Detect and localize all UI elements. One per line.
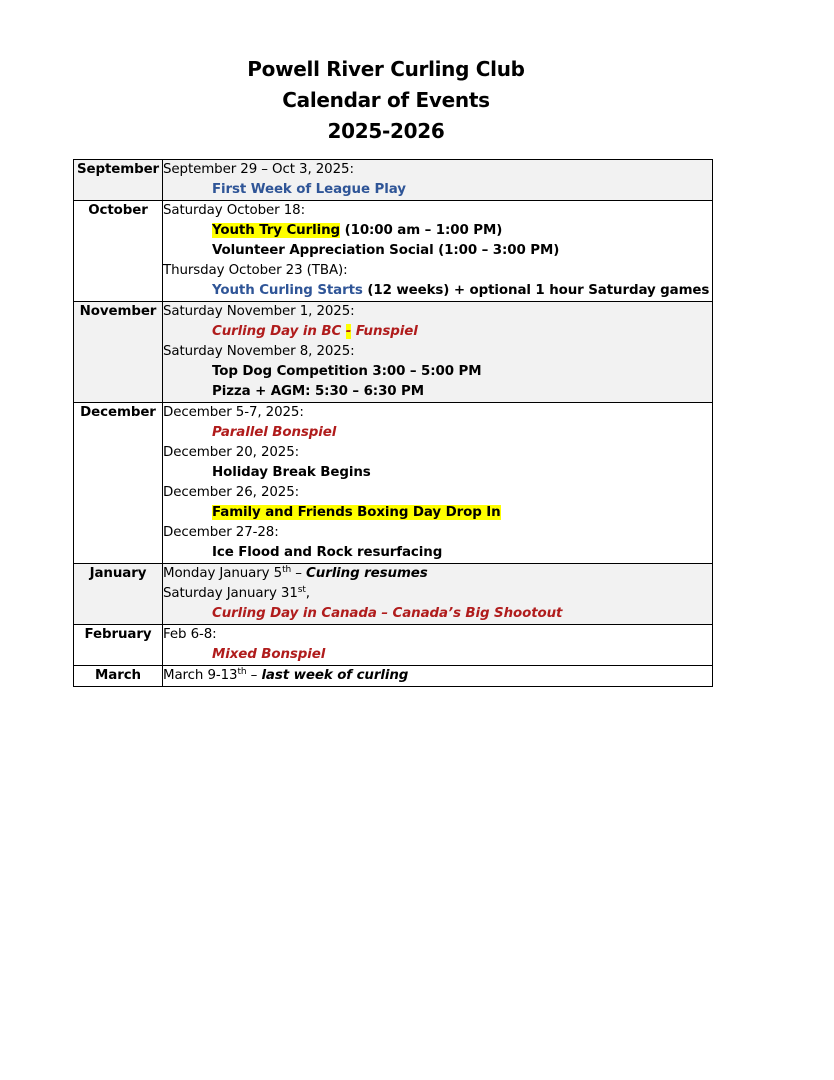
ordinal-suffix: th xyxy=(282,565,292,575)
ordinal-suffix: th xyxy=(237,667,247,677)
table-row-march xyxy=(74,666,713,687)
event-date: Saturday November 8, 2025: xyxy=(163,344,355,359)
event-date: December 5-7, 2025: xyxy=(163,405,304,420)
events-cell xyxy=(163,160,713,201)
title-season: 2025-2026 xyxy=(327,119,445,143)
event-date: December 20, 2025: xyxy=(163,445,300,460)
ordinal-suffix: st xyxy=(297,585,306,595)
month-cell: September xyxy=(74,160,163,201)
event-detail: (12 weeks) + optional 1 hour Saturday games xyxy=(362,283,710,298)
date-text: Saturday January 31 xyxy=(163,586,298,601)
event-item xyxy=(163,281,712,301)
event-item: Top Dog Competition 3:00 – 5:00 PM xyxy=(212,364,482,379)
dash: – xyxy=(246,668,262,683)
event-item: Holiday Break Begins xyxy=(212,465,371,480)
events-cell xyxy=(163,666,713,687)
event-date xyxy=(163,564,712,584)
events-cell xyxy=(163,403,713,564)
table-row-september xyxy=(74,160,713,201)
month-cell: March xyxy=(74,666,163,687)
events-cell xyxy=(163,302,713,403)
event-name: Curling resumes xyxy=(306,566,428,581)
event-date: Thursday October 23 (TBA): xyxy=(163,263,348,278)
month-cell: February xyxy=(74,625,163,666)
event-date: Saturday October 18: xyxy=(163,203,305,218)
title-calendar: Calendar of Events xyxy=(282,88,490,112)
event-date xyxy=(163,666,712,686)
event-name: Curling Day in BC xyxy=(212,324,346,339)
table-row-january xyxy=(74,564,713,625)
event-item xyxy=(163,322,712,342)
events-table xyxy=(73,159,713,687)
highlight-dash: - xyxy=(345,324,352,339)
event-item: Curling Day in Canada – Canada’s Big Shootout xyxy=(212,606,563,621)
event-date: Saturday November 1, 2025: xyxy=(163,304,355,319)
month-cell: October xyxy=(74,201,163,302)
event-name: last week of curling xyxy=(261,668,409,683)
events-cell xyxy=(163,201,713,302)
table-row-december xyxy=(74,403,713,564)
event-name-suffix: Funspiel xyxy=(351,324,418,339)
event-item: Mixed Bonspiel xyxy=(212,647,326,662)
month-cell: December xyxy=(74,403,163,564)
month-cell: January xyxy=(74,564,163,625)
highlight-text: Family and Friends Boxing Day Drop In xyxy=(212,505,501,520)
table-row-february xyxy=(74,625,713,666)
event-date: December 27-28: xyxy=(163,525,279,540)
highlight-text: Youth Try Curling xyxy=(212,223,341,238)
event-date: Feb 6-8: xyxy=(163,627,217,642)
events-cell xyxy=(163,564,713,625)
date-text: Monday January 5 xyxy=(163,566,283,581)
event-item: Volunteer Appreciation Social (1:00 – 3:00 PM) xyxy=(212,243,560,258)
dash: – xyxy=(291,566,307,581)
page-title xyxy=(0,54,772,147)
event-name: Youth Curling Starts xyxy=(212,283,363,298)
table-row-november xyxy=(74,302,713,403)
event-item: Pizza + AGM: 5:30 – 6:30 PM xyxy=(212,384,425,399)
event-item: Parallel Bonspiel xyxy=(212,425,337,440)
event-item xyxy=(163,503,712,523)
event-date xyxy=(163,584,712,604)
title-club-name: Powell River Curling Club xyxy=(247,57,525,81)
table-row-october xyxy=(74,201,713,302)
event-item xyxy=(163,221,712,241)
event-date: September 29 – Oct 3, 2025: xyxy=(163,162,354,177)
comma: , xyxy=(305,586,310,601)
event-item: First Week of League Play xyxy=(212,182,406,197)
events-cell xyxy=(163,625,713,666)
event-date: December 26, 2025: xyxy=(163,485,300,500)
event-item: Ice Flood and Rock resurfacing xyxy=(212,545,443,560)
event-time: (10:00 am – 1:00 PM) xyxy=(340,223,503,238)
date-text: March 9-13 xyxy=(163,668,238,683)
month-cell: November xyxy=(74,302,163,403)
